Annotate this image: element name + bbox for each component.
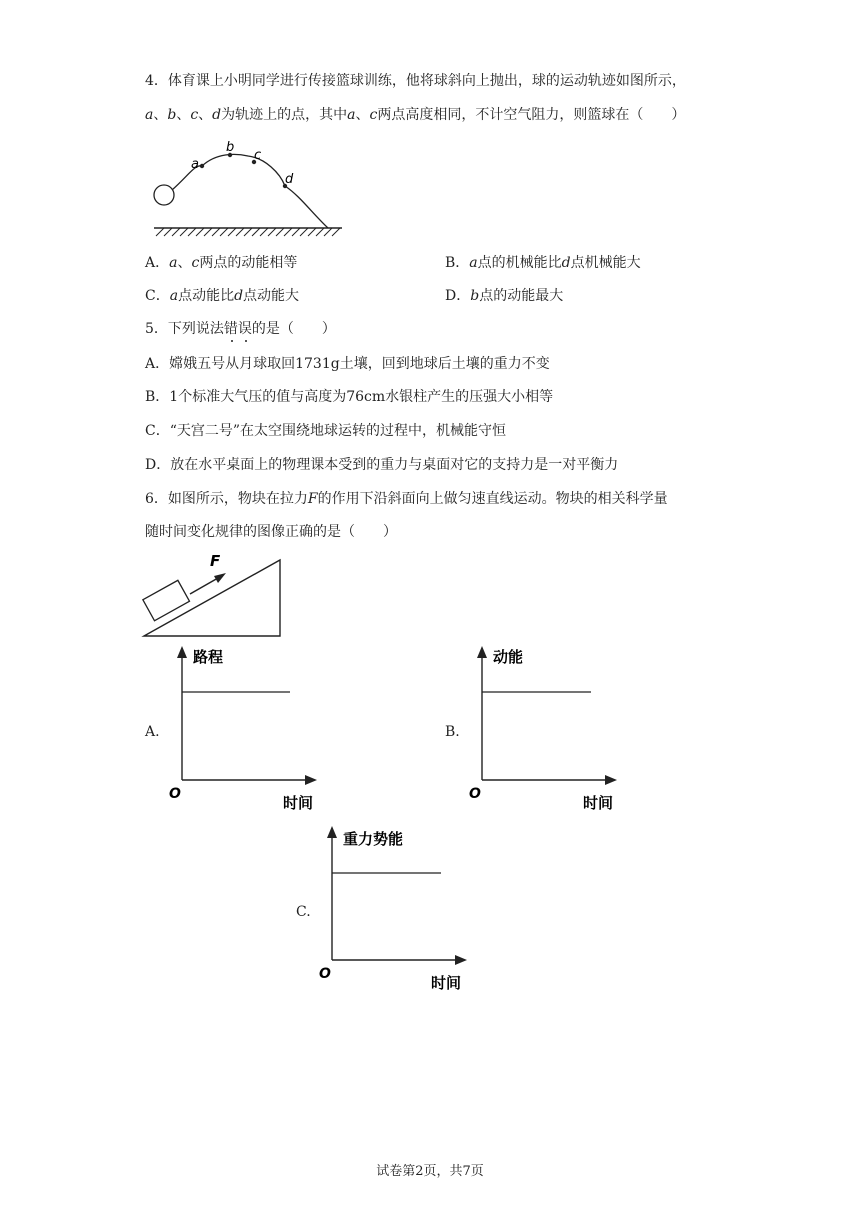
q4-stem-line1: 4．体育课上小明同学进行传接篮球训练，他将球斜向上抛出，球的运动轨迹如图所示， <box>145 73 686 89</box>
graph-a-option-label[interactable]: A. <box>145 724 160 740</box>
q4-option-b[interactable]: B．a点的机械能比d点机械能大 <box>445 255 641 271</box>
q4-option-a[interactable]: A．a、c两点的动能相等 <box>145 255 298 271</box>
label-b: b <box>226 140 235 155</box>
q5-option-b[interactable]: B．1个标准大气压的值与高度为76cm水银柱产生的压强大小相等 <box>145 389 554 405</box>
y-label: 重力势能 <box>343 830 404 848</box>
force-arrow-head <box>214 573 226 583</box>
y-label: 动能 <box>493 648 524 666</box>
y-label: 路程 <box>193 648 224 666</box>
q4-option-c[interactable]: C．a点动能比d点动能大 <box>145 288 300 304</box>
q5-stem: 5．下列说法错误的是（ ） <box>145 321 336 337</box>
x-axis-arrow <box>455 955 467 965</box>
origin-label: O <box>169 786 181 802</box>
x-axis-arrow <box>605 775 617 785</box>
graph-a <box>165 640 335 820</box>
x-axis-arrow <box>305 775 317 785</box>
x-label: 时间 <box>283 794 314 812</box>
q5-option-c[interactable]: C．“天宫二号”在太空围绕地球运转的过程中，机械能守恒 <box>145 423 507 439</box>
q4-option-d[interactable]: D．b点的动能最大 <box>445 288 564 304</box>
label-a: a <box>191 157 199 172</box>
y-axis-arrow <box>327 826 337 838</box>
origin-label: O <box>319 966 331 982</box>
basketball-icon <box>154 185 174 205</box>
q4-stem-line2: a、b、c、d为轨迹上的点，其中a、c两点高度相同，不计空气阻力，则篮球在（ ） <box>145 107 686 123</box>
origin-label: O <box>469 786 481 802</box>
emphasis-dot-2: 误 <box>237 321 252 337</box>
emphasis-dot-1: 错 <box>223 321 238 337</box>
graph-b <box>465 640 635 820</box>
graph-c-option-label[interactable]: C. <box>296 904 311 920</box>
force-arrow-shaft <box>190 578 218 594</box>
force-label: F <box>210 552 221 570</box>
graph-c <box>315 820 485 1000</box>
x-label: 时间 <box>431 974 462 992</box>
q6-stem-line1: 6．如图所示，物块在拉力F的作用下沿斜面向上做匀速直线运动。物块的相关科学量 <box>145 491 668 507</box>
q5-option-a[interactable]: A．嫦娥五号从月球取回1731g土壤，回到地球后土壤的重力不变 <box>145 356 550 372</box>
label-d: d <box>285 172 294 187</box>
graph-b-option-label[interactable]: B. <box>445 724 460 740</box>
y-axis-arrow <box>477 646 487 658</box>
y-axis-arrow <box>177 646 187 658</box>
x-label: 时间 <box>583 794 614 812</box>
point-a <box>200 164 204 168</box>
q5-option-d[interactable]: D．放在水平桌面上的物理课本受到的重力与桌面对它的支持力是一对平衡力 <box>145 457 619 473</box>
q6-stem-line2: 随时间变化规律的图像正确的是（ ） <box>145 524 397 540</box>
ground-hatching <box>156 228 340 236</box>
page-footer: 试卷第2页，共7页 <box>376 1164 484 1179</box>
label-c: c <box>254 148 262 163</box>
q6-incline-figure <box>140 548 285 640</box>
q4-trajectory-figure <box>140 138 350 240</box>
